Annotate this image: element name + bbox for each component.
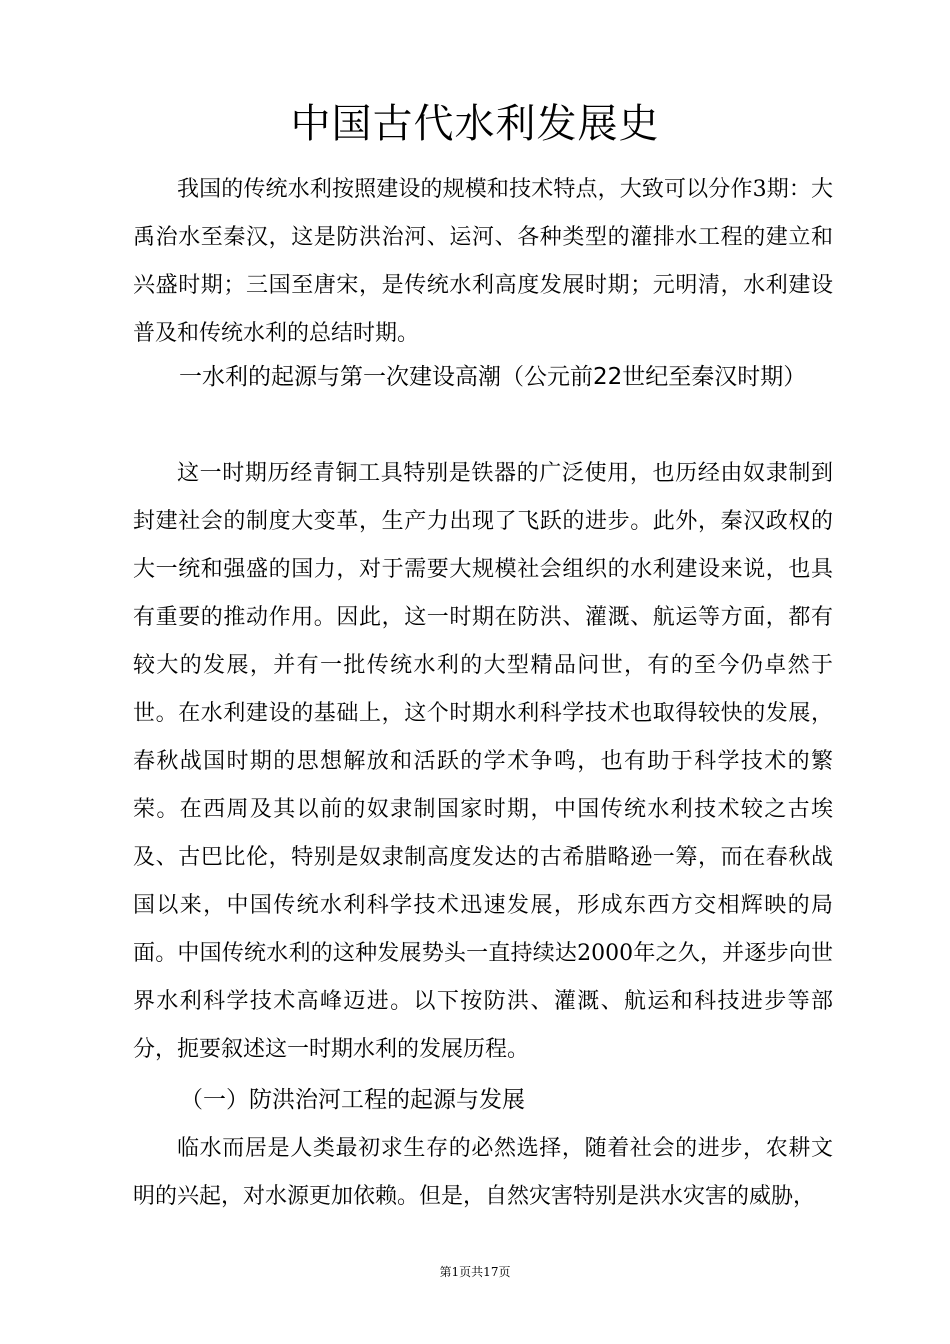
page-number-footer: 第1页共17页 — [439, 1265, 511, 1279]
document-title: 中国古代水利发展史 — [290, 101, 660, 147]
section-paragraph: 这一时期历经青铜工具特别是铁器的广泛使用，也历经由奴隶制到封建社会的制度大变革，生产力出现了飞跃的进步。此外，秦汉政权的大一统和强盛的国力，对于需要大规模社会组织的水利建设来说，也具有重要的推动作用。因此，这一时期在防洪、灌溉、航运等方面，都有较大的发展，并有一批传统水利的大型精品问世，有的至今仍卓然于世。在水利建设的基础上，这个时期水利科学技术也取得较快的发展，春秋战国时期的思想解放和活跃的学术争鸣，也有助于科学技术的繁荣。在西周及其以前的奴隶制国家时期，中国传统水利技术较之古埃及、古巴比伦，特别是奴隶制高度发达的古希腊略逊一筹，而在春秋战国以来，中国传统水利科学技术迅速发展，形成东西方交相辉映的局面。中国传统水利的这种发展势头一直持续达2000年之久，并逐步向世界水利科学技术高峰迈进。以下按防洪、灌溉、航运和科技进步等部分，扼要叙述这一时期水利的发展历程。 — [133, 461, 833, 1062]
subsection-paragraph: 临水而居是人类最初求生存的必然选择，随着社会的进步，农耕文明的兴起，对水源更加依赖。但是，自然灾害特别是洪水灾害的威胁， — [133, 1136, 833, 1209]
section-heading: 一水利的起源与第一次建设高潮（公元前22世纪至秦汉时期） — [179, 364, 807, 390]
subsection-heading: （一）防洪治河工程的起源与发展 — [180, 1087, 525, 1113]
intro-paragraph: 我国的传统水利按照建设的规模和技术特点，大致可以分作3期：大禹治水至秦汉，这是防洪治河、运河、各种类型的灌排水工程的建立和兴盛时期；三国至唐宋，是传统水利高度发展时期；元明清，水利建设普及和传统水利的总结时期。 — [133, 177, 833, 346]
